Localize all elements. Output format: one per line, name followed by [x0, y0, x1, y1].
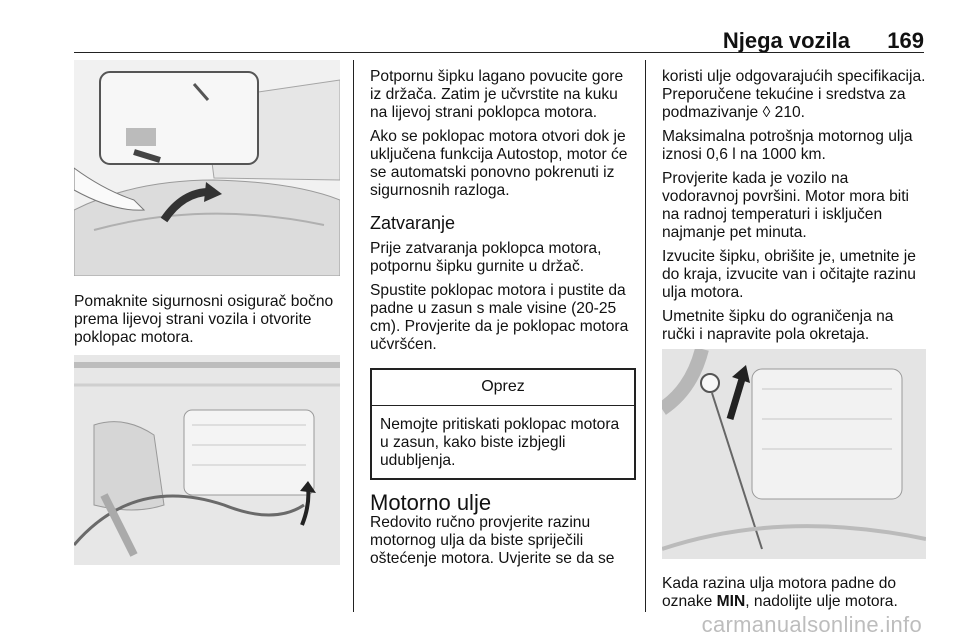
caution-title: Oprez [372, 370, 634, 406]
paragraph-dipstick-insert: Umetnite šipku do ograničenja na ručki i napravite pola okretaja. [662, 308, 894, 343]
caption-oil-level-before: Kada razina ulja motora padne do oznake [662, 575, 897, 610]
caption-bonnet-text: Pomaknite sigurnosni osigurač bočno prema lijevoj strani vozila i otvorite poklopac motora. [74, 293, 334, 346]
caption-oil-level [662, 575, 928, 617]
caption-bonnet [74, 293, 344, 353]
caution-text: Nemojte pritiskati poklopac motora u zasun, kako biste izbjegli udubljenja. [380, 416, 620, 469]
caution-box [370, 368, 636, 480]
paragraph-lower-bonnet: Spustite poklopac motora i pustite da padne u zasun s male visine (20-25 cm). Provjerite da je poklopac motora učvršćen. [370, 282, 629, 353]
column-3 [662, 68, 928, 350]
bonnet-illustration [74, 60, 340, 276]
running-header-title: Njega vozila [722, 28, 850, 53]
paragraph-oil-check: Redovito ručno provjerite razinu motornog ulja da biste spriječili oštećenje motora. Uvjerite se da se [370, 514, 615, 567]
page-ref-number[interactable]: 210. [774, 104, 805, 121]
page-ref-icon: ◊ [762, 104, 771, 121]
min-mark: MIN [716, 593, 746, 610]
heading-closing: Zatvaranje [370, 213, 456, 233]
caption-oil-level-text [662, 575, 928, 611]
column-2 [370, 68, 636, 574]
paragraph-dipstick-read: Izvucite šipku, obrišite je, umetnite je do kraja, izvucite van i očitajte razinu ulja motora. [662, 248, 916, 301]
column-rule-2 [645, 60, 646, 612]
paragraph-before-closing: Prije zatvaranja poklopca motora, potpornu šipku gurnite u držač. [370, 240, 602, 275]
heading-engine-oil: Motorno ulje [370, 490, 492, 515]
oil-spec-text: koristi ulje odgovarajućih specifikacija. Preporučene tekućine i sredstva za podmazivanje [662, 68, 926, 121]
caption-oil-level-after: , nadolijte ulje motora. [745, 593, 898, 610]
column-rule-1 [353, 60, 354, 612]
paragraph-oil-spec [662, 68, 928, 122]
paragraph-autostop: Ako se poklopac motora otvori dok je uključena funkcija Autostop, motor će se automatski ponovno pokrenuti iz sigurnosnih razloga. [370, 128, 628, 199]
dipstick-illustration [662, 349, 926, 559]
watermark: carmanualsonline.info [701, 612, 922, 637]
engine-bay-illustration [74, 355, 340, 565]
page-number: 169 [887, 28, 924, 53]
paragraph-oil-consumption: Maksimalna potrošnja motornog ulja iznosi 0,6 l na 1000 km. [662, 128, 913, 163]
header-rule [74, 52, 924, 53]
paragraph-prop-rod: Potpornu šipku lagano povucite gore iz držača. Zatim je učvrstite na kuku na lijevoj strani poklopca motora. [370, 68, 624, 121]
paragraph-check-conditions: Provjerite kada je vozilo na vodoravnoj površini. Motor mora biti na radnoj temperaturi i isključen najmanje pet minuta. [662, 170, 910, 241]
